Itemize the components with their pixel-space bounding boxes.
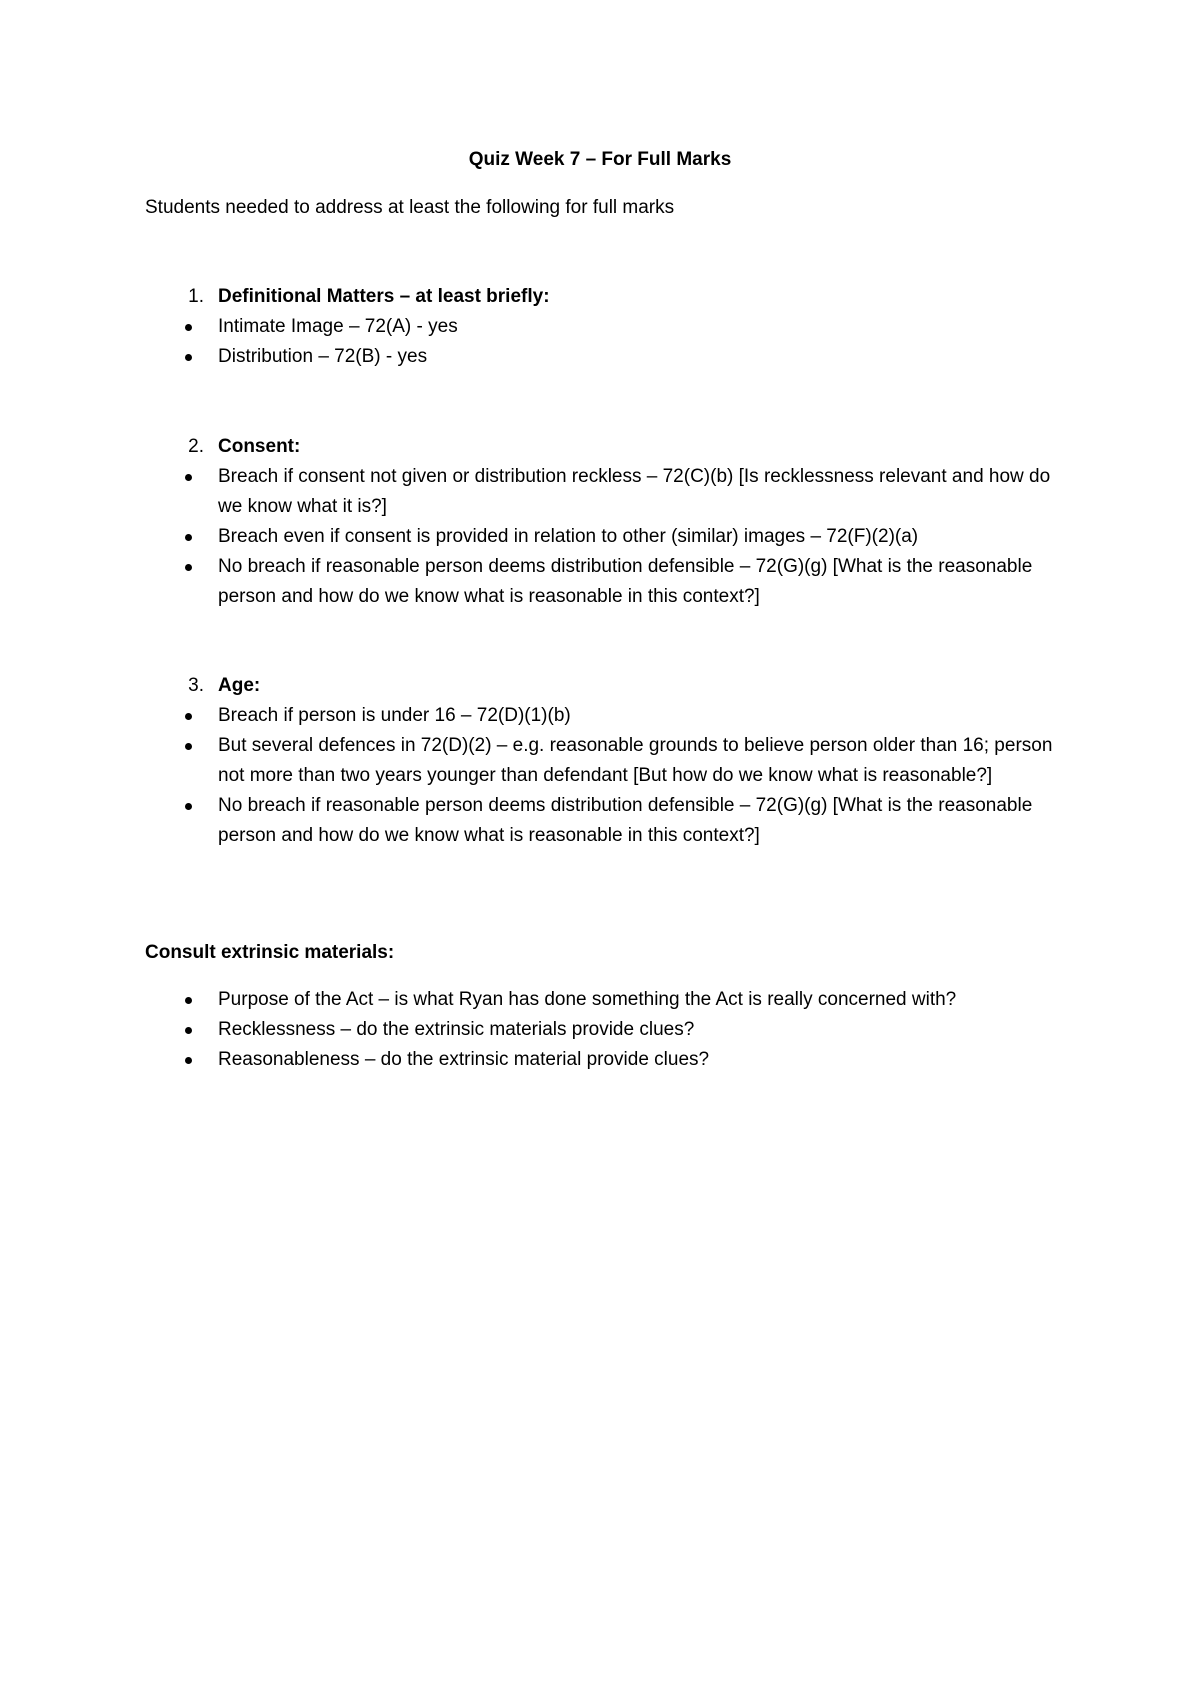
bullet-list [145,312,1065,372]
bullet-icon [185,1057,192,1064]
list-item [145,985,1065,1015]
bullet-icon [185,1027,192,1034]
section-consult-extrinsic [145,985,1065,1075]
section-title: Age: [218,675,261,696]
section-number: 1. [188,286,204,307]
section-number: 3. [188,675,204,696]
list-item [145,312,1065,342]
list-item-text: Breach if person is under 16 – 72(D)(1)(b) [218,705,571,726]
list-item [145,1015,1065,1045]
list-item-text: Reasonableness – do the extrinsic material provide clues? [218,1049,710,1070]
list-item-text: Recklessness – do the extrinsic materials provide clues? [218,1019,695,1040]
bullet-icon [185,534,192,541]
bullet-list [145,985,1065,1075]
list-item [145,522,1065,552]
list-item [145,701,1065,731]
bullet-icon [185,803,192,810]
intro-text: Students needed to address at least the following for full marks [145,197,675,218]
list-item [145,1045,1065,1075]
bullet-icon [185,324,192,331]
list-item [145,462,1065,522]
list-item-text: Purpose of the Act – is what Ryan has done something the Act is really concerned with? [218,989,957,1010]
list-item-text: Breach if consent not given or distribution reckless – 72(C)(b) [Is recklessness relevant and how do we know what it is?] [218,466,1051,517]
section-number: 2. [188,436,204,457]
list-item [145,791,1065,851]
page-title: Quiz Week 7 – For Full Marks [468,149,732,170]
section-heading [145,282,1065,312]
bullet-list [145,462,1065,612]
bullet-icon [185,564,192,571]
section-age [145,671,1065,851]
list-item [145,342,1065,372]
consult-heading: Consult extrinsic materials: [145,942,395,963]
bullet-icon [185,743,192,750]
section-title: Consent: [218,436,301,457]
bullet-icon [185,474,192,481]
section-consent [145,432,1065,612]
section-heading [145,671,1065,701]
section-title: Definitional Matters – at least briefly: [218,286,550,307]
list-item [145,731,1065,791]
list-item-text: But several defences in 72(D)(2) – e.g. reasonable grounds to believe person older than 16; person not more than two years younger than defendant [But how do we know what is reasonable?] [218,735,1053,786]
list-item-text: Breach even if consent is provided in relation to other (similar) images – 72(F)(2)(a) [218,526,919,547]
section-definitional-matters [145,282,1065,372]
list-item-text: No breach if reasonable person deems distribution defensible – 72(G)(g) [What is the reasonable person and how do we know what is reasonable in this context?] [218,556,1033,607]
bullet-icon [185,354,192,361]
bullet-icon [185,713,192,720]
section-heading [145,432,1065,462]
bullet-icon [185,997,192,1004]
bullet-list [145,701,1065,851]
list-item [145,552,1065,612]
list-item-text: Distribution – 72(B) - yes [218,346,428,367]
list-item-text: No breach if reasonable person deems distribution defensible – 72(G)(g) [What is the reasonable person and how do we know what is reasonable in this context?] [218,795,1033,846]
list-item-text: Intimate Image – 72(A) - yes [218,316,458,337]
